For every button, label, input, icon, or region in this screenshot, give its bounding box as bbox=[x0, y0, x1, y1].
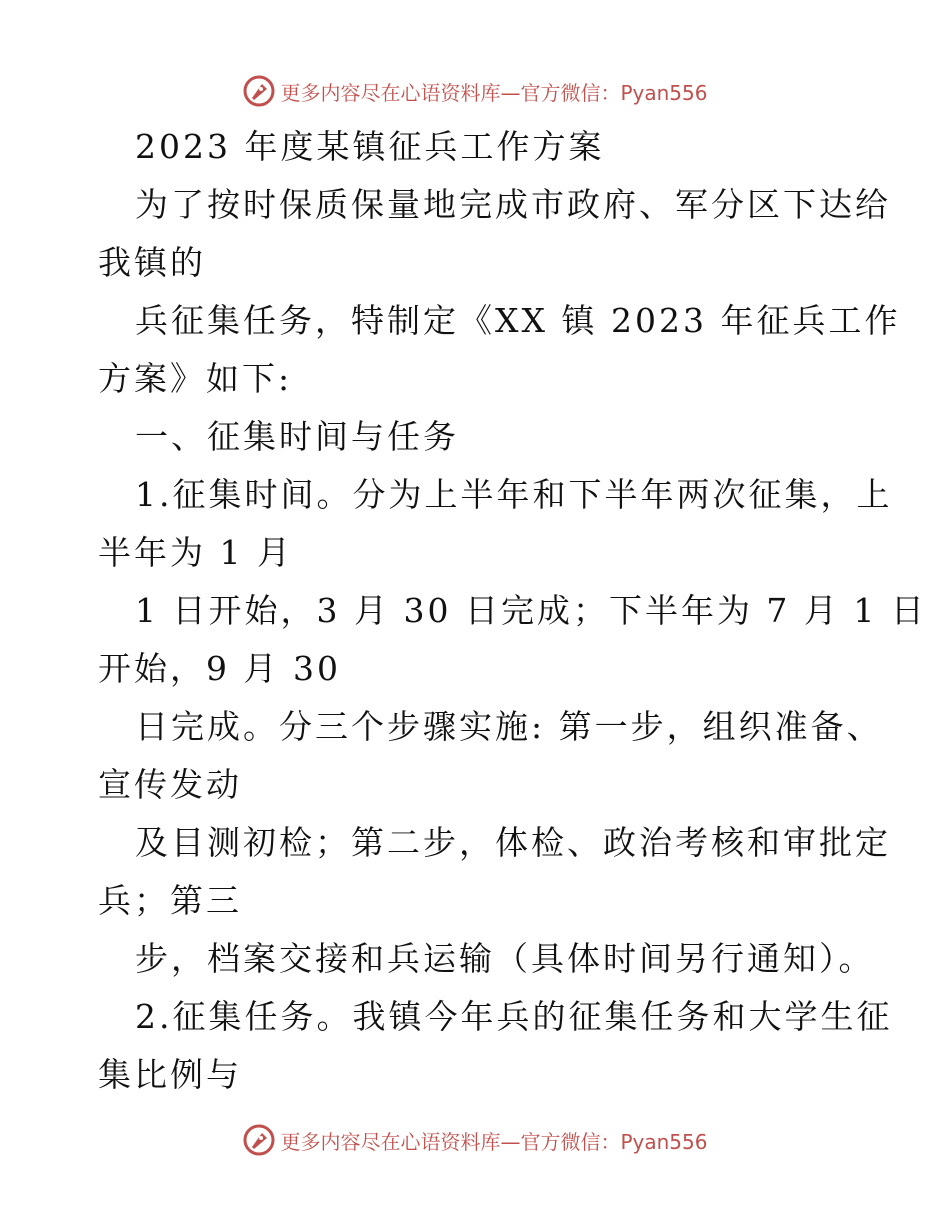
paragraph-line: 方案》如下: bbox=[98, 359, 293, 398]
paragraph-line: 我镇的 bbox=[98, 243, 206, 282]
paragraph-line: 日完成。分三个步骤实施: 第一步，组织准备、 bbox=[135, 707, 883, 746]
paragraph-line: 兵；第三 bbox=[98, 881, 242, 920]
footer-watermark bbox=[0, 1120, 950, 1160]
paragraph-line: 1 日开始，3 月 30 日完成；下半年为 7 月 1 日 bbox=[135, 591, 927, 630]
paragraph-line: 开始，9 月 30 bbox=[98, 649, 341, 688]
section-heading: 一、征集时间与任务 bbox=[135, 417, 459, 456]
header-watermark bbox=[0, 71, 950, 111]
watermark-text: 更多内容尽在心语资料库—官方微信：Pyan556 bbox=[280, 80, 708, 105]
pen-nib-logo-icon bbox=[242, 74, 276, 108]
paragraph-line: 2.征集任务。我镇今年兵的征集任务和大学生征 bbox=[135, 997, 893, 1036]
paragraph-line: 宣传发动 bbox=[98, 765, 242, 804]
pen-nib-logo-icon bbox=[242, 1123, 276, 1157]
watermark-text: 更多内容尽在心语资料库—官方微信：Pyan556 bbox=[280, 1129, 708, 1154]
paragraph-line: 1.征集时间。分为上半年和下半年两次征集，上 bbox=[135, 475, 893, 514]
paragraph-line: 步，档案交接和兵运输（具体时间另行通知）。 bbox=[135, 939, 875, 978]
paragraph-line: 为了按时保质保量地完成市政府、军分区下达给 bbox=[135, 185, 891, 224]
document-title: 2023 年度某镇征兵工作方案 bbox=[135, 127, 605, 166]
paragraph-line: 集比例与 bbox=[98, 1055, 242, 1094]
paragraph-line: 及目测初检；第二步，体检、政治考核和审批定 bbox=[135, 823, 891, 862]
paragraph-line: 半年为 1 月 bbox=[98, 533, 293, 572]
paragraph-line: 兵征集任务，特制定《XX 镇 2023 年征兵工作 bbox=[135, 301, 901, 340]
